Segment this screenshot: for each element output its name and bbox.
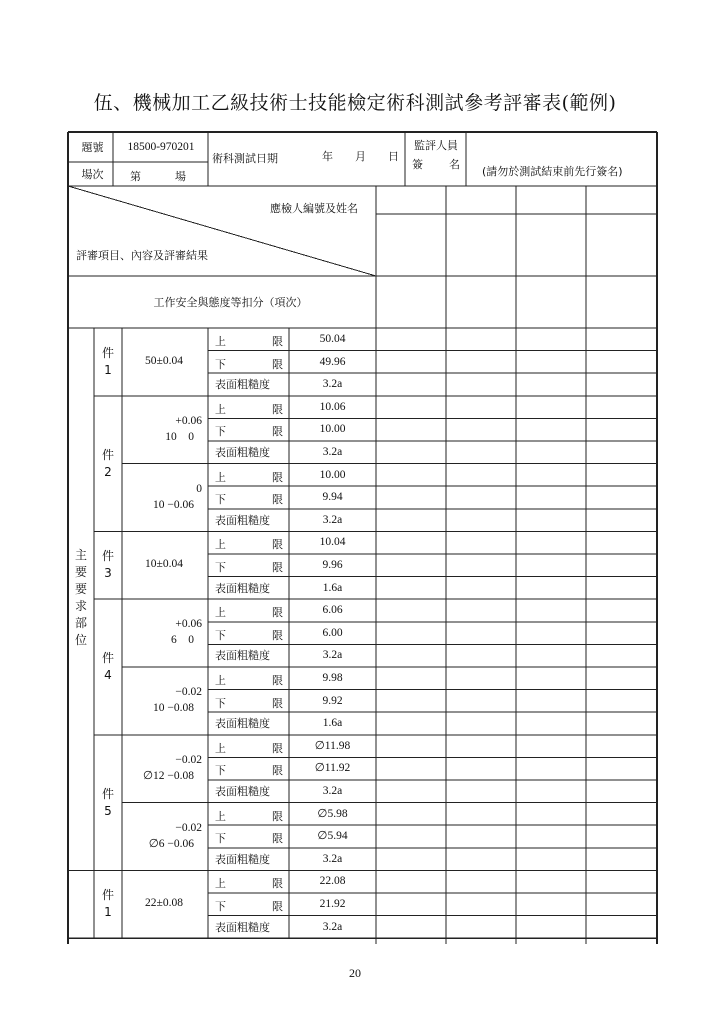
topic-value: 18500-970201 bbox=[127, 141, 195, 153]
lower-limit-label-b: 限 bbox=[272, 628, 283, 642]
upper-limit-label bbox=[215, 536, 283, 552]
upper-limit-label-a: 上 bbox=[215, 538, 226, 552]
lower-limit-label-b: 限 bbox=[272, 425, 283, 439]
test-date-label: 術科測試日期 bbox=[212, 152, 278, 165]
part-label: 件5 bbox=[101, 786, 114, 818]
lower-limit-label bbox=[215, 898, 283, 914]
nominal-dimension: 50±0.04 bbox=[145, 354, 183, 367]
lower-limit-label-b: 限 bbox=[272, 832, 283, 846]
lower-limit-label-b: 限 bbox=[272, 764, 283, 778]
lower-limit-label-b: 限 bbox=[272, 357, 283, 371]
upper-limit-label-a: 上 bbox=[215, 606, 226, 620]
upper-limit-value: ∅5.98 bbox=[317, 807, 348, 820]
roughness-value: 3.2a bbox=[322, 785, 343, 797]
upper-limit-label-a: 上 bbox=[215, 877, 226, 891]
upper-limit-label bbox=[215, 672, 283, 688]
upper-limit-label-b: 限 bbox=[272, 402, 283, 416]
date-day: 日 bbox=[388, 150, 399, 163]
tolerance-upper: +0.06 bbox=[175, 618, 202, 631]
lower-limit-label-a: 下 bbox=[215, 696, 226, 710]
upper-limit-value: 9.98 bbox=[322, 672, 343, 684]
upper-limit-value: 10.04 bbox=[319, 536, 346, 549]
lower-limit-label-a: 下 bbox=[215, 832, 226, 846]
page-number: 20 bbox=[349, 966, 361, 980]
upper-limit-label-a: 上 bbox=[215, 335, 226, 348]
session-value-b: 場 bbox=[175, 170, 186, 183]
nominal-dimension: 10 −0.06 bbox=[153, 498, 194, 511]
lower-limit-value: ∅5.94 bbox=[317, 830, 348, 843]
tolerance-upper: −0.02 bbox=[175, 821, 202, 834]
nominal-dimension: ∅6 −0.06 bbox=[148, 837, 194, 850]
roughness-value: 1.6a bbox=[322, 581, 343, 594]
roughness-label: 表面粗糙度 bbox=[215, 920, 270, 934]
nominal-dimension: 10±0.04 bbox=[145, 558, 183, 571]
tolerance-upper: −0.02 bbox=[175, 685, 202, 698]
lower-limit-label bbox=[215, 559, 283, 575]
nominal-dimension: ∅12 −0.08 bbox=[142, 769, 194, 782]
upper-limit-label-a: 上 bbox=[215, 470, 226, 484]
judge-sign-label-b: 名 bbox=[449, 158, 460, 171]
upper-limit-value: 6.06 bbox=[322, 604, 343, 617]
lower-limit-value: 9.96 bbox=[322, 559, 343, 571]
nominal-dimension: 10 −0.08 bbox=[153, 701, 194, 714]
date-month: 月 bbox=[355, 150, 366, 163]
roughness-label: 表面粗糙度 bbox=[215, 581, 270, 595]
roughness-label: 表面粗糙度 bbox=[215, 785, 270, 798]
roughness-value: 3.2a bbox=[322, 446, 343, 458]
upper-limit-value: 50.04 bbox=[319, 333, 346, 345]
upper-limit-label-b: 限 bbox=[272, 674, 283, 687]
tolerance-upper: 0 bbox=[196, 482, 202, 495]
candidate-header: 應檢人編號及姓名 bbox=[270, 202, 358, 215]
judge-sign-label bbox=[412, 156, 460, 172]
items-header: 評審項目、內容及評審結果 bbox=[76, 249, 208, 262]
roughness-value: 3.2a bbox=[322, 378, 343, 391]
lower-limit-label-a: 下 bbox=[215, 493, 226, 507]
diagonal-line bbox=[68, 186, 376, 276]
upper-limit-label bbox=[215, 401, 283, 417]
part-label: 件1 bbox=[101, 888, 114, 920]
roughness-label: 表面粗糙度 bbox=[215, 513, 270, 527]
date-year: 年 bbox=[322, 150, 333, 163]
lower-limit-label bbox=[215, 762, 283, 778]
lower-limit-label-b: 限 bbox=[272, 561, 283, 574]
upper-limit-label-a: 上 bbox=[215, 741, 226, 755]
roughness-value: 3.2a bbox=[322, 920, 343, 933]
upper-limit-label bbox=[215, 875, 283, 891]
lower-limit-label-a: 下 bbox=[215, 764, 226, 778]
roughness-value: 3.2a bbox=[322, 852, 343, 865]
part-label: 件3 bbox=[101, 549, 114, 581]
roughness-value: 1.6a bbox=[322, 717, 343, 730]
nominal-dimension: 22±0.08 bbox=[145, 897, 183, 910]
judge-note: (請勿於測試結束前先行簽名) bbox=[482, 165, 623, 178]
lower-limit-label-a: 下 bbox=[215, 561, 226, 574]
lower-limit-value: 49.96 bbox=[319, 355, 346, 368]
upper-limit-value: 10.00 bbox=[319, 468, 346, 481]
upper-limit-label-b: 限 bbox=[272, 877, 283, 891]
upper-limit-label-b: 限 bbox=[272, 606, 283, 620]
session-value bbox=[130, 168, 186, 184]
upper-limit-label bbox=[215, 469, 283, 485]
upper-limit-label-b: 限 bbox=[272, 538, 283, 552]
safety-row-label: 工作安全與態度等扣分（項次） bbox=[153, 296, 308, 309]
upper-limit-label-a: 上 bbox=[215, 402, 226, 416]
upper-limit-label-b: 限 bbox=[272, 809, 283, 823]
lower-limit-value: 10.00 bbox=[319, 423, 346, 436]
upper-limit-label bbox=[215, 808, 283, 824]
roughness-label: 表面粗糙度 bbox=[215, 852, 270, 866]
roughness-label: 表面粗糙度 bbox=[215, 378, 270, 392]
roughness-label: 表面粗糙度 bbox=[215, 446, 270, 459]
lower-limit-label bbox=[215, 830, 283, 846]
lower-limit-label bbox=[215, 491, 283, 507]
upper-limit-label-b: 限 bbox=[272, 335, 283, 348]
judge-label: 監評人員 bbox=[414, 139, 458, 152]
part-label: 件2 bbox=[101, 447, 114, 479]
lower-limit-value: 9.94 bbox=[322, 491, 343, 504]
roughness-label: 表面粗糙度 bbox=[215, 717, 270, 731]
lower-limit-label-b: 限 bbox=[272, 696, 283, 710]
page-title: 伍、機械加工乙級技術士技能檢定術科測試參考評審表(範例) bbox=[93, 92, 617, 114]
lower-limit-value: ∅11.92 bbox=[314, 762, 351, 775]
lower-limit-label-a: 下 bbox=[215, 425, 226, 439]
roughness-label: 表面粗糙度 bbox=[215, 649, 270, 663]
judge-sign-label-a: 簽 bbox=[412, 158, 423, 171]
tolerance-upper: +0.06 bbox=[175, 414, 202, 427]
lower-limit-value: 6.00 bbox=[322, 626, 343, 639]
lower-limit-value: 21.92 bbox=[319, 898, 346, 910]
lower-limit-label-a: 下 bbox=[215, 357, 226, 371]
lower-limit-label bbox=[215, 423, 283, 439]
session-value-a: 第 bbox=[130, 170, 141, 183]
lower-limit-label-a: 下 bbox=[215, 628, 226, 642]
roughness-value: 3.2a bbox=[322, 649, 343, 662]
part-label: 件4 bbox=[101, 651, 114, 682]
upper-limit-label-b: 限 bbox=[272, 470, 283, 484]
main-section-label: 主要要求部位 bbox=[74, 548, 87, 648]
upper-limit-label-a: 上 bbox=[215, 809, 226, 823]
part-label: 件1 bbox=[101, 345, 114, 377]
upper-limit-label bbox=[215, 740, 283, 756]
upper-limit-value: 10.06 bbox=[319, 400, 346, 413]
session-label: 場次 bbox=[81, 168, 104, 181]
upper-limit-label-a: 上 bbox=[215, 674, 226, 687]
upper-limit-value: ∅11.98 bbox=[314, 739, 351, 752]
upper-limit-label bbox=[215, 333, 283, 349]
nominal-dimension: 6 0 bbox=[171, 634, 194, 647]
lower-limit-label bbox=[215, 695, 283, 711]
topic-label: 題號 bbox=[81, 141, 104, 154]
lower-limit-value: 9.92 bbox=[322, 694, 343, 707]
lower-limit-label-b: 限 bbox=[272, 900, 283, 913]
upper-limit-label bbox=[215, 604, 283, 620]
upper-limit-label-b: 限 bbox=[272, 741, 283, 755]
roughness-value: 3.2a bbox=[322, 513, 343, 526]
tolerance-upper: −0.02 bbox=[175, 753, 202, 766]
lower-limit-label-b: 限 bbox=[272, 493, 283, 507]
upper-limit-value: 22.08 bbox=[319, 875, 346, 888]
nominal-dimension: 10 0 bbox=[165, 430, 194, 443]
lower-limit-label-a: 下 bbox=[215, 900, 226, 913]
lower-limit-label bbox=[215, 356, 283, 372]
lower-limit-label bbox=[215, 627, 283, 643]
